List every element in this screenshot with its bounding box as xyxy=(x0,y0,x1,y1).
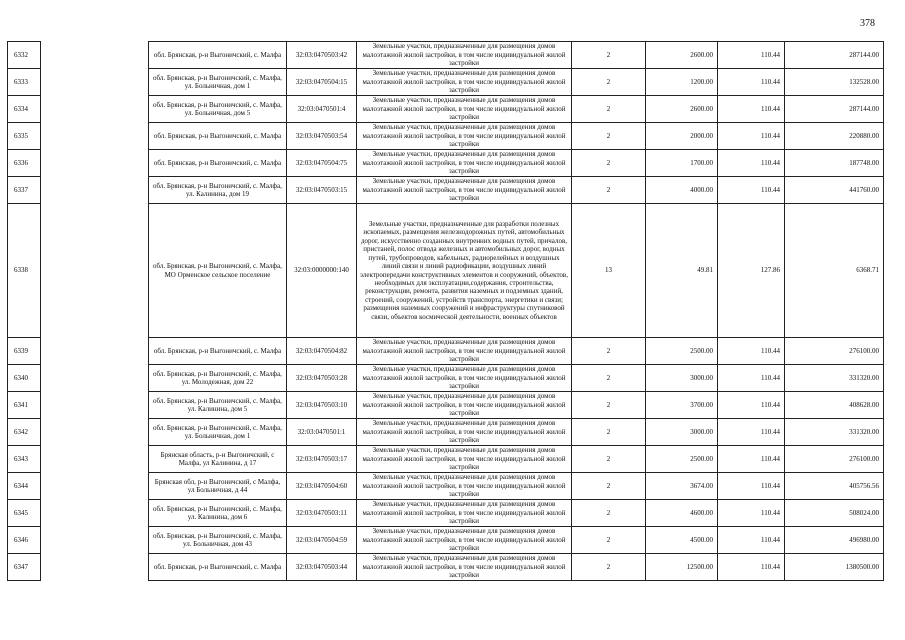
cell-cadastral-value: 331320.00 xyxy=(785,365,884,392)
cell-cadastral-number: 32:03:0470504:75 xyxy=(287,150,357,177)
cell-land-use: Земельные участки, предназначенные для размещения домов малоэтажной жилой застройки, в том числе индивидуальной жилой застройки xyxy=(357,69,572,96)
cell-group: 2 xyxy=(572,150,646,177)
cell-cadastral-value: 6368.71 xyxy=(785,204,884,338)
cell-address: обл. Брянская, р-н Выгоничский, с. Малфа, МО Орменское сельское поселение xyxy=(149,204,287,338)
cell-address: обл. Брянская, р-н Выгоничский, с. Малфа, ул. Больничная, дом 1 xyxy=(149,419,287,446)
cell-land-use: Земельные участки, предназначенные для размещения домов малоэтажной жилой застройки, в том числе индивидуальной жилой застройки xyxy=(357,365,572,392)
cell-cadastral-number: 32:03:0470503:42 xyxy=(287,42,357,69)
cell-number: 6339 xyxy=(8,338,41,365)
cell-land-use: Земельные участки, предназначенные для размещения домов малоэтажной жилой застройки, в том числе индивидуальной жилой застройки xyxy=(357,96,572,123)
cell-spacer xyxy=(41,338,149,365)
cell-address: обл. Брянская, р-н Выгоничский, с. Малфа xyxy=(149,42,287,69)
table-row xyxy=(8,446,884,473)
cell-cadastral-number: 32:03:0470504:82 xyxy=(287,338,357,365)
cell-cadastral-value: 441760.00 xyxy=(785,177,884,204)
table-row xyxy=(8,177,884,204)
table-row xyxy=(8,338,884,365)
cell-address: Брянская область, р-н Выгоничский, с Малфа, ул Калинина, д 17 xyxy=(149,446,287,473)
cell-cadastral-value: 405756.56 xyxy=(785,473,884,500)
cell-spacer xyxy=(41,419,149,446)
cell-cadastral-number: 32:03:0470503:28 xyxy=(287,365,357,392)
cell-rate: 110.44 xyxy=(718,365,785,392)
cell-land-use: Земельные участки, предназначенные для размещения домов малоэтажной жилой застройки, в том числе индивидуальной жилой застройки xyxy=(357,500,572,527)
cell-spacer xyxy=(41,204,149,338)
cell-address: обл. Брянская, р-н Выгоничский, с. Малфа, ул. Молодежная, дом 22 xyxy=(149,365,287,392)
cell-area: 2500.00 xyxy=(646,446,718,473)
cell-group: 2 xyxy=(572,365,646,392)
cell-rate: 110.44 xyxy=(718,419,785,446)
cell-address: обл. Брянская, р-н Выгоничский, с. Малфа xyxy=(149,123,287,150)
cell-number: 6332 xyxy=(8,42,41,69)
cell-address: обл. Брянская, р-н Выгоничский, с. Малфа, ул. Калинина, дом 19 xyxy=(149,177,287,204)
cell-cadastral-number: 32:03:0470503:15 xyxy=(287,177,357,204)
cell-cadastral-value: 287144.00 xyxy=(785,42,884,69)
cell-rate: 110.44 xyxy=(718,527,785,554)
cell-spacer xyxy=(41,500,149,527)
table-row xyxy=(8,150,884,177)
cell-cadastral-number: 32:03:0470504:60 xyxy=(287,473,357,500)
cell-land-use: Земельные участки, предназначенные для размещения домов малоэтажной жилой застройки, в том числе индивидуальной жилой застройки xyxy=(357,177,572,204)
cell-area: 4600.00 xyxy=(646,500,718,527)
cell-cadastral-value: 276100.00 xyxy=(785,446,884,473)
cell-group: 2 xyxy=(572,473,646,500)
cell-group: 2 xyxy=(572,338,646,365)
cell-land-use: Земельные участки, предназначенные для размещения домов малоэтажной жилой застройки, в том числе индивидуальной жилой застройки xyxy=(357,473,572,500)
table-row xyxy=(8,42,884,69)
cell-cadastral-value: 287144.00 xyxy=(785,96,884,123)
cell-land-use: Земельные участки, предназначенные для размещения домов малоэтажной жилой застройки, в том числе индивидуальной жилой застройки xyxy=(357,527,572,554)
cell-spacer xyxy=(41,69,149,96)
cell-address: обл. Брянская, р-н Выгоничский, с. Малфа xyxy=(149,150,287,177)
cell-address: обл. Брянская, р-н Выгоничский, с. Малфа xyxy=(149,338,287,365)
cell-cadastral-value: 132528.00 xyxy=(785,69,884,96)
cell-land-use: Земельные участки, предназначенные для размещения домов малоэтажной жилой застройки, в том числе индивидуальной жилой застройки xyxy=(357,150,572,177)
cell-area: 3674.00 xyxy=(646,473,718,500)
cell-rate: 110.44 xyxy=(718,338,785,365)
table-row xyxy=(8,69,884,96)
cell-rate: 110.44 xyxy=(718,446,785,473)
table-row xyxy=(8,554,884,581)
cell-rate: 110.44 xyxy=(718,150,785,177)
cell-number: 6337 xyxy=(8,177,41,204)
cell-area: 2500.00 xyxy=(646,338,718,365)
cell-area: 2600.00 xyxy=(646,96,718,123)
cell-area: 4000.00 xyxy=(646,177,718,204)
table-row xyxy=(8,365,884,392)
cell-number: 6335 xyxy=(8,123,41,150)
cell-cadastral-number: 32:03:0470503:11 xyxy=(287,500,357,527)
cell-number: 6342 xyxy=(8,419,41,446)
cell-cadastral-value: 508024.00 xyxy=(785,500,884,527)
cell-group: 2 xyxy=(572,500,646,527)
table-row xyxy=(8,204,884,338)
cell-group: 2 xyxy=(572,42,646,69)
cell-cadastral-value: 187748.00 xyxy=(785,150,884,177)
land-registry-table xyxy=(7,41,884,581)
table-row xyxy=(8,500,884,527)
cell-number: 6334 xyxy=(8,96,41,123)
table-row xyxy=(8,392,884,419)
cell-number: 6345 xyxy=(8,500,41,527)
cell-group: 2 xyxy=(572,69,646,96)
table-row xyxy=(8,96,884,123)
cell-address: обл. Брянская, р-н Выгоничский, с. Малфа, ул. Калинина, дом 5 xyxy=(149,392,287,419)
cell-area: 1200.00 xyxy=(646,69,718,96)
cell-land-use: Земельные участки, предназначенные для разработки полезных ископаемых, размещения железнодорожных путей, автомобильных дорог, искусственно созданных внутренних водных путей, причалов, пристаней, полос отвода железных и автомобильных дорог, водных путей, трубопроводов, кабельных, радиорелейных и воздушных линий связи и линий радиофикации, воздушных линий электропередачи конструктивных элементов и сооружений, объектов, необходимых для эксплуатации,содержания, строительства, реконструкции, ремонта, развития наземных и подземных зданий, строений, сооружений, устройств транспорта, энергетики и связи; размещения наземных сооружений и инфраструктуры спутниковой связи, объектов космической деятельности, военных объектов xyxy=(357,204,572,338)
cell-area: 3700.00 xyxy=(646,392,718,419)
cell-rate: 110.44 xyxy=(718,123,785,150)
table-row xyxy=(8,527,884,554)
cell-rate: 110.44 xyxy=(718,177,785,204)
cell-number: 6347 xyxy=(8,554,41,581)
cell-group: 2 xyxy=(572,177,646,204)
cell-group: 2 xyxy=(572,123,646,150)
cell-address: обл. Брянская, р-н Выгоничский, с. Малфа, ул. Больничная, дом 1 xyxy=(149,69,287,96)
cell-address: обл. Брянская, р-н Выгоничский, с. Малфа, ул. Больничная, дом 5 xyxy=(149,96,287,123)
cell-area: 4500.00 xyxy=(646,527,718,554)
cell-cadastral-number: 32:03:0000000:140 xyxy=(287,204,357,338)
cell-spacer xyxy=(41,96,149,123)
cell-spacer xyxy=(41,446,149,473)
cell-number: 6346 xyxy=(8,527,41,554)
cell-group: 2 xyxy=(572,554,646,581)
cell-cadastral-number: 32:03:0470501:1 xyxy=(287,419,357,446)
cell-number: 6340 xyxy=(8,365,41,392)
cell-land-use: Земельные участки, предназначенные для размещения домов малоэтажной жилой застройки, в том числе индивидуальной жилой застройки xyxy=(357,446,572,473)
cell-spacer xyxy=(41,473,149,500)
cell-spacer xyxy=(41,554,149,581)
cell-group: 2 xyxy=(572,96,646,123)
cell-number: 6344 xyxy=(8,473,41,500)
cell-spacer xyxy=(41,123,149,150)
cell-area: 49.81 xyxy=(646,204,718,338)
cell-spacer xyxy=(41,177,149,204)
cell-land-use: Земельные участки, предназначенные для размещения домов малоэтажной жилой застройки, в том числе индивидуальной жилой застройки xyxy=(357,392,572,419)
cell-cadastral-number: 32:03:0470503:10 xyxy=(287,392,357,419)
cell-area: 3000.00 xyxy=(646,365,718,392)
cell-cadastral-number: 32:03:0470504:59 xyxy=(287,527,357,554)
page-number: 378 xyxy=(860,18,875,29)
cell-land-use: Земельные участки, предназначенные для размещения домов малоэтажной жилой застройки, в том числе индивидуальной жилой застройки xyxy=(357,554,572,581)
cell-spacer xyxy=(41,42,149,69)
cell-spacer xyxy=(41,150,149,177)
cell-cadastral-value: 331320.00 xyxy=(785,419,884,446)
cell-cadastral-value: 1380500.00 xyxy=(785,554,884,581)
cell-area: 2600.00 xyxy=(646,42,718,69)
cell-land-use: Земельные участки, предназначенные для размещения домов малоэтажной жилой застройки, в том числе индивидуальной жилой застройки xyxy=(357,338,572,365)
cell-address: обл. Брянская, р-н Выгоничский, с. Малфа, ул. Калинина, дом 6 xyxy=(149,500,287,527)
cell-cadastral-value: 276100.00 xyxy=(785,338,884,365)
cell-rate: 110.44 xyxy=(718,96,785,123)
table-row xyxy=(8,419,884,446)
cell-cadastral-value: 220880.00 xyxy=(785,123,884,150)
cell-address: обл. Брянская, р-н Выгоничский, с. Малфа, ул. Больничная, дом 43 xyxy=(149,527,287,554)
cell-cadastral-number: 32:03:0470501:4 xyxy=(287,96,357,123)
cell-area: 12500.00 xyxy=(646,554,718,581)
cell-address: обл. Брянская, р-н Выгоничский, с. Малфа xyxy=(149,554,287,581)
cell-land-use: Земельные участки, предназначенные для размещения домов малоэтажной жилой застройки, в том числе индивидуальной жилой застройки xyxy=(357,42,572,69)
cell-number: 6338 xyxy=(8,204,41,338)
table-body xyxy=(8,42,884,581)
cell-group: 13 xyxy=(572,204,646,338)
cell-land-use: Земельные участки, предназначенные для размещения домов малоэтажной жилой застройки, в том числе индивидуальной жилой застройки xyxy=(357,419,572,446)
table-row xyxy=(8,123,884,150)
cell-number: 6333 xyxy=(8,69,41,96)
cell-cadastral-number: 32:03:0470503:44 xyxy=(287,554,357,581)
cell-number: 6336 xyxy=(8,150,41,177)
cell-number: 6343 xyxy=(8,446,41,473)
cell-spacer xyxy=(41,527,149,554)
cell-rate: 110.44 xyxy=(718,473,785,500)
cell-spacer xyxy=(41,392,149,419)
cell-group: 2 xyxy=(572,392,646,419)
cell-area: 3000.00 xyxy=(646,419,718,446)
cell-rate: 110.44 xyxy=(718,392,785,419)
cell-cadastral-value: 408628.00 xyxy=(785,392,884,419)
cell-group: 2 xyxy=(572,446,646,473)
cell-land-use: Земельные участки, предназначенные для размещения домов малоэтажной жилой застройки, в том числе индивидуальной жилой застройки xyxy=(357,123,572,150)
cell-rate: 110.44 xyxy=(718,42,785,69)
cell-group: 2 xyxy=(572,419,646,446)
cell-area: 1700.00 xyxy=(646,150,718,177)
cell-rate: 110.44 xyxy=(718,554,785,581)
cell-address: Брянская обл, р-н Выгоничский, с Малфа, ул Больничная, д 44 xyxy=(149,473,287,500)
cell-cadastral-number: 32:03:0470503:54 xyxy=(287,123,357,150)
cell-area: 2000.00 xyxy=(646,123,718,150)
cell-group: 2 xyxy=(572,527,646,554)
cell-spacer xyxy=(41,365,149,392)
table-row xyxy=(8,473,884,500)
cell-cadastral-value: 496980.00 xyxy=(785,527,884,554)
cell-cadastral-number: 32:03:0470504:15 xyxy=(287,69,357,96)
cell-rate: 110.44 xyxy=(718,500,785,527)
cell-number: 6341 xyxy=(8,392,41,419)
cell-rate: 110.44 xyxy=(718,69,785,96)
cell-cadastral-number: 32:03:0470503:17 xyxy=(287,446,357,473)
cell-rate: 127.86 xyxy=(718,204,785,338)
